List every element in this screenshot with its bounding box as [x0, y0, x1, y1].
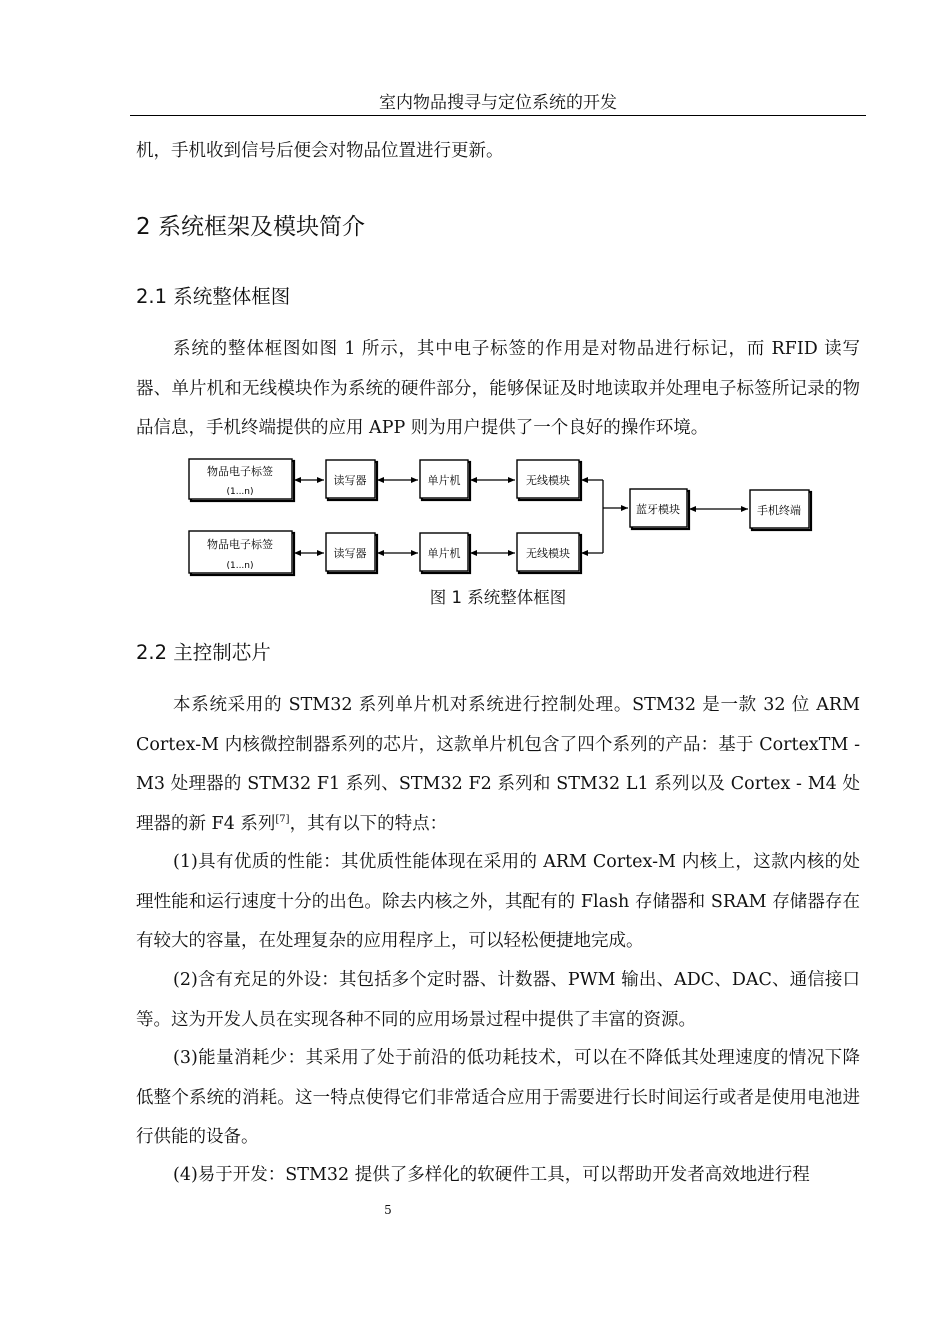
reader-box-2: [326, 533, 377, 573]
mcu-box-1: [420, 460, 470, 500]
section-2-1-paragraph: 系统的整体框图如图 1 所示，其中电子标签的作用是对物品进行标记，而 RFID 读写器、单片机和无线模块作为系统的硬件部分，能够保证及时地读取并处理电子标签所记录的物品信息，手机终端提供的应用 APP 则为用户提供了一个良好的操作环境。: [136, 339, 860, 438]
feature-point-2: (2)含有充足的外设：其包括多个定时器、计数器、PWM 输出、ADC、DAC、通信接口等。这为开发人员在实现各种不同的应用场景过程中提供了丰富的资源。: [136, 970, 860, 1030]
phone-box: [750, 490, 811, 530]
wireless-label-1: 无线模块: [526, 474, 570, 487]
mcu-label-1: 单片机: [427, 474, 461, 487]
feature-point-4: (4)易于开发：STM32 提供了多样化的软硬件工具，可以帮助开发者高效地进行程: [173, 1165, 810, 1185]
mcu-label-2: 单片机: [427, 547, 461, 560]
bluetooth-label: 蓝牙模块: [636, 503, 680, 516]
feature-point-3: (3)能量消耗少：其采用了处于前沿的低功耗技术，可以在不降低其处理速度的情况下降低整个系统的消耗。这一特点使得它们非常适合应用于需要进行长时间运行或者是使用电池进行供能的设备。: [136, 1048, 860, 1147]
tag-label-2: 物品电子标签: [207, 538, 273, 551]
tag-range-2: (1...n): [226, 561, 254, 571]
reader-label-2: 读写器: [333, 547, 367, 560]
reader-box-1: [326, 460, 377, 500]
running-header: 室内物品搜寻与定位系统的开发: [379, 93, 617, 113]
citation-7: [7]: [275, 813, 290, 825]
intro-line: 机，手机收到信号后便会对物品位置进行更新。: [136, 141, 504, 161]
tag-box-1: [189, 459, 294, 501]
header-rule: [130, 115, 866, 116]
wireless-box-1: [517, 460, 581, 500]
tag-label-1: 物品电子标签: [207, 465, 273, 478]
bluetooth-box: [630, 489, 689, 529]
mcu-box-2: [420, 533, 470, 573]
wireless-box-2: [517, 533, 581, 573]
figure-1-caption: 图 1 系统整体框图: [429, 588, 567, 607]
feature-point-1: (1)具有优质的性能：其优质性能体现在采用的 ARM Cortex-M 内核上，这款内核的处理性能和运行速度十分的出色。除去内核之外，其配有的 Flash 存储器和 SRAM 存储器存在有较大的容量，在处理复杂的应用程序上，可以轻松便捷地完成。: [136, 852, 860, 951]
section-2-1-heading: 2.1 系统整体框图: [136, 285, 291, 308]
phone-label: 手机终端: [757, 504, 801, 517]
reader-label-1: 读写器: [333, 474, 367, 487]
section-2-2-intro: [136, 686, 860, 844]
section-2-heading: 2 系统框架及模块简介: [136, 214, 365, 240]
wireless-label-2: 无线模块: [526, 547, 570, 560]
page-number: 5: [384, 1203, 392, 1217]
section-2-2-intro-tail: ，其有以下的特点：: [289, 813, 448, 834]
tag-range-1: (1...n): [226, 487, 254, 497]
section-2-2-heading: 2.2 主控制芯片: [136, 641, 271, 664]
tag-box-2: [189, 531, 294, 575]
system-block-diagram: [180, 450, 820, 586]
section-2-2-intro-text: 本系统采用的 STM32 系列单片机对系统进行控制处理。STM32 是一款 32 位 ARM Cortex-M 内核微控制器系列的芯片，这款单片机包含了四个系列的产品：基于 CortexTM - M3 处理器的 STM32 F1 系列、STM32 F2 系列和 STM32 L1 系列以及 Cortex - M4 处理器的新 F4 系列: [136, 695, 860, 834]
